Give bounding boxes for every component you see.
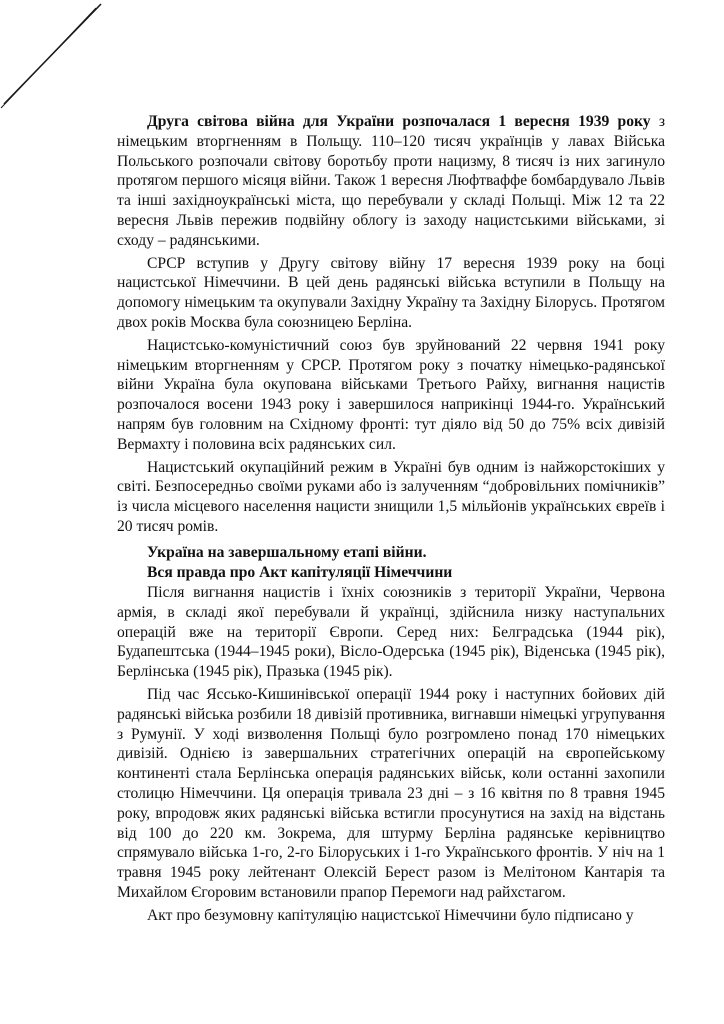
paragraph-berlin-operation (117, 685, 665, 903)
paragraph-alliance-collapse (117, 336, 665, 455)
paragraph-text: Нацистський окупаційний режим в Україні був одним із найжорстокіших у світі. Безпосередньо своїми руками або із залученням “добровільних помічників” із числа місцевого населення нацисти знищили 1,5 мільйонів українських євреїв і 20 тисяч ромів. (117, 458, 665, 535)
scan-edge-mark (0, 0, 120, 110)
paragraph-war-start (117, 112, 665, 251)
paragraph-ussr-entry (117, 254, 665, 333)
final-stage-section (117, 583, 665, 926)
paragraph-text: з німецьким вторгненням в Польщу. 110–120 тисяч українців у лавах Війська Польського розпочали світову боротьбу проти нацизму, 8 тисяч із них загинуло протягом першого місяця війни. Також 1 вересня Люфтваффе бомбардувало Львів та інші західноукраїнські міста, що перебували у складі Польщі. Між 12 та 22 вересня Львів пережив подвійну облогу із заходу нацистськими військами, зі сходу – радянськими. (117, 113, 665, 249)
paragraph-european-operations (117, 583, 665, 682)
intro-section (117, 112, 665, 537)
section-heading (117, 543, 665, 583)
paragraph-text: Акт про безумовну капітуляцію нацистської Німеччини було підписано у (147, 906, 634, 924)
paragraph-text: Після вигнання нацистів і їхніх союзників з території України, Червона армія, в складі якої перебували й українці, здійснила низку наступальних операцій вже на території Європи. Серед них: Белградська (1944 рік), Будапештська (1944–1945 роки), Вісло-Одерська (1945 рік), Віденська (1945 рік), Берлінська (1945 рік), Празька (1945 рік). (117, 584, 665, 681)
paragraph-occupation-regime (117, 458, 665, 537)
section-heading-line-1: Україна на завершальному етапі війни. (147, 544, 427, 561)
paragraph-bold-lead: Друга світова війна для України розпочалася 1 вересня 1939 року (147, 113, 651, 130)
paragraph-text: Нацистсько-комуністичний союз був зруйнований 22 червня 1941 року німецьким вторгненням у СРСР. Протягом року з початку німецько-радянської війни Україна була окупована військами Третього Райху, вигнання нацистів розпочалося восени 1943 року і завершилося наприкінці 1944-го. Український напрям був головним на Східному фронті: тут діяло від 50 до 75% всіх дивізій Вермахту і половина всіх радянських сил. (117, 336, 665, 453)
section-heading-line-2: Вся правда про Акт капітуляції Німеччини (147, 563, 453, 581)
paragraph-text: СРСР вступив у Другу світову війну 17 вересня 1939 року на боці нацистської Німеччини. В цей день радянські війська вступили в Польщу на допомогу німецьким та окупували Західну Україну та Західну Білорусь. Протягом двох років Москва була союзницею Берліна. (117, 254, 665, 331)
paragraph-capitulation-act (117, 906, 665, 926)
paragraph-text: Під час Ясcько-Кишинівської операції 1944 року і наступних бойових дій радянські війська розбили 18 дивізій противника, вигнавши німецькі угрупування з Румунії. У ході визволення Польщі було розгромлено понад 170 німецьких дивізій. Однією із завершальних стратегічних операцій на європейському континенті стала Берлінська операція радянських військ, коли останні захопили столицю Німеччини. Ця операція тривала 23 дні – з 16 квітня по 8 травня 1945 року, впродовж яких радянські війська встигли просунутися на захід на відстань від 100 до 220 км. Зокрема, для штурму Берліна радянське керівництво спрямувало війська 1-го, 2-го Білоруських і 1-го Українського фронтів. У ніч на 1 травня 1945 року лейтенант Олексій Берест разом із Мелітоном Кантарія та Михайлом Єгоровим встановили прапор Перемоги над райхстагом. (117, 685, 665, 901)
